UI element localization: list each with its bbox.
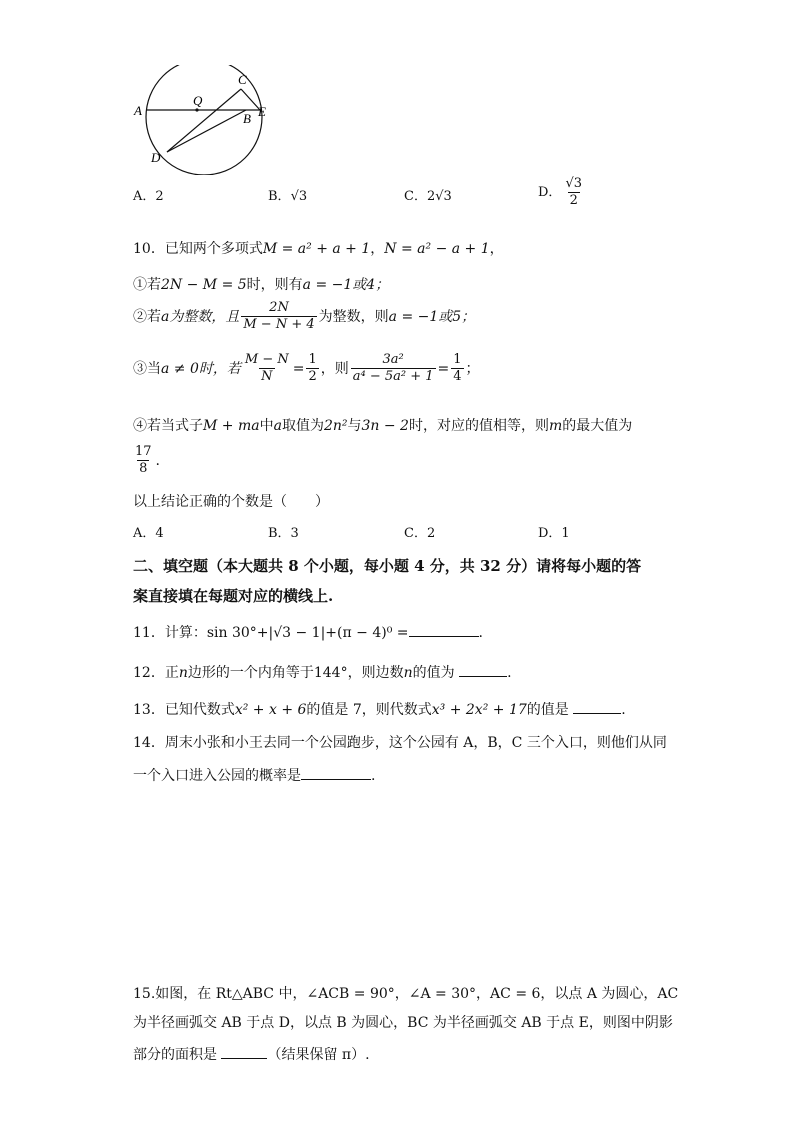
q10-item3-fraction-4 xyxy=(451,352,463,385)
q10-M-expression: M = a² + a + 1 xyxy=(262,241,371,257)
q14-line2 xyxy=(133,765,375,785)
q14-answer-blank[interactable] xyxy=(301,765,371,780)
q10-item3-f2-num: 1 xyxy=(308,352,317,367)
q15-line2 xyxy=(133,1014,673,1032)
q10-item2-c: 为整数，则 xyxy=(318,308,389,325)
q10-item2-b: a为整数，且 xyxy=(161,308,240,325)
q9-option-b xyxy=(268,188,307,206)
q9-option-b-math: √3 xyxy=(290,189,308,204)
q10-stem-text: 10．已知两个多项式 xyxy=(133,241,263,257)
q10-comma: ， xyxy=(370,241,385,257)
q10-item3-c: ，则 xyxy=(320,360,349,377)
q13-b: 的值是 7，则代数式 xyxy=(306,702,432,718)
q10-item3-d: ； xyxy=(465,360,480,377)
q10-item4-h: 的最大值为 xyxy=(562,418,633,434)
q9-option-a-text: A．2 xyxy=(133,189,164,204)
q9-option-d xyxy=(538,176,586,209)
q10-option-a-text: A．4 xyxy=(133,526,164,541)
q10-stem xyxy=(133,240,504,258)
q10-item3-eq: = xyxy=(292,360,305,377)
q9-option-d-fraction xyxy=(563,176,584,209)
q10-item-2 xyxy=(133,300,475,333)
segment-DB xyxy=(167,110,246,152)
q12 xyxy=(133,662,512,682)
q10-item3-a: ③当 xyxy=(133,360,161,377)
section-2-heading-line1 xyxy=(133,556,641,576)
q14-line1 xyxy=(133,734,667,752)
q10-option-b xyxy=(268,525,299,543)
q10-item2-num: 2N xyxy=(269,300,289,315)
q11 xyxy=(133,622,483,642)
q10-conclusion-text: 以上结论正确的个数是（ ） xyxy=(133,494,329,510)
q9-option-d-den: 2 xyxy=(569,193,578,208)
q9-option-c-prefix: C． xyxy=(404,189,427,204)
q10-item1-a: ①若 xyxy=(133,277,161,293)
q15-line3 xyxy=(133,1044,370,1064)
q10-item4-frac-den: 8 xyxy=(139,461,148,476)
section-2-line1-text: 二、填空题（本大题共 8 个小题，每小题 4 分，共 32 分）请将每小题的答 xyxy=(133,557,642,575)
q10-item3-f4-num: 1 xyxy=(453,352,462,367)
q12-b: 边形的一个内角等于 xyxy=(187,665,314,681)
q10-item4-frac-num: 17 xyxy=(135,444,152,459)
q10-option-c-text: C．2 xyxy=(404,526,436,541)
q10-item3-f3-den: a⁴ − 5a² + 1 xyxy=(352,369,434,384)
segment-DC xyxy=(167,89,241,152)
q13-c: 的值是 xyxy=(526,702,569,718)
q10-item4-a: ④若当式子 xyxy=(133,418,203,434)
q10-item3-b: a ≠ 0时，若 xyxy=(161,360,241,377)
q9-option-d-num: √3 xyxy=(565,176,582,191)
q10-item4-d: 取值为 xyxy=(281,418,324,434)
q12-n2: n xyxy=(403,665,413,681)
q10-N-expression: N = a² − a + 1 xyxy=(384,241,490,257)
q10-item4-m2: 2n² xyxy=(323,418,348,434)
q10-item1-b: 时，则有 xyxy=(246,277,303,293)
q12-answer-blank[interactable] xyxy=(459,662,507,677)
q10-item4-g: m xyxy=(548,418,563,434)
q14-line1-text: 14．周末小张和小王去同一个公园跑步，这个公园有 A，B，C 三个入口，则他们从同 xyxy=(133,735,667,751)
q11-suffix: . xyxy=(478,625,483,641)
circle-diagram xyxy=(125,65,285,175)
q15-answer-blank[interactable] xyxy=(221,1044,267,1059)
q10-item4-b: 中 xyxy=(259,418,274,434)
q15-line3-a: 部分的面积是 xyxy=(133,1047,217,1063)
q10-item3-fraction-3 xyxy=(351,352,436,385)
q12-a: 12．正 xyxy=(133,665,179,681)
q10-item3-f2-den: 2 xyxy=(308,369,317,384)
point-Q xyxy=(195,108,198,111)
q10-item3-fraction-1 xyxy=(243,352,291,385)
q12-c: ，则边数 xyxy=(347,665,404,681)
q13-m2: x³ + 2x² + 17 xyxy=(431,702,527,718)
q10-item1-c: a = −1或4； xyxy=(302,277,390,293)
q15-line2-text: 为半径画弧交 AB 于点 D，以点 B 为圆心，BC 为半径画弧交 AB 于点 E，则图中阴影 xyxy=(133,1015,673,1031)
q11-expression: sin 30°+|√3 − 1|+(π − 4)⁰ = xyxy=(206,625,409,641)
q10-item-4-fraction-line xyxy=(131,444,160,477)
q10-item3-fraction-2 xyxy=(306,352,318,385)
q10-item3-f1-num: M − N xyxy=(244,352,289,367)
label-A: A xyxy=(134,103,142,118)
q11-prefix: 11．计算： xyxy=(133,625,207,641)
q10-item-4 xyxy=(133,417,632,435)
q10-item3-f1-den: N xyxy=(261,369,273,384)
q12-end: . xyxy=(507,665,512,681)
q10-item2-a: ②若 xyxy=(133,308,161,325)
q10-option-d-text: D．1 xyxy=(538,526,570,541)
q10-item4-m3: 3n − 2 xyxy=(361,418,409,434)
q9-option-c-math: 2√3 xyxy=(426,189,452,204)
q14-line2-text: 一个入口进入公园的概率是 xyxy=(133,768,301,784)
q10-item4-m1: M + ma xyxy=(203,418,260,434)
q12-n: n xyxy=(178,665,188,681)
label-Q: Q xyxy=(193,93,203,108)
q15-line1 xyxy=(133,985,678,1003)
q10-item-3 xyxy=(133,352,480,385)
q10-option-d xyxy=(538,525,570,543)
q10-item4-f: 时，对应的值相等，则 xyxy=(408,418,549,434)
q10-item3-f3-num: 3a² xyxy=(382,352,404,367)
q10-option-b-text: B．3 xyxy=(268,526,299,541)
q13-a: 13．已知代数式 xyxy=(133,702,235,718)
q10-item2-fraction xyxy=(241,300,316,333)
q10-conclusion xyxy=(133,493,329,511)
label-E: E xyxy=(258,104,266,119)
q15-line3-b: （结果保留 π）. xyxy=(267,1047,370,1063)
q10-item4-e: 与 xyxy=(347,418,362,434)
q10-item1-math: 2N − M = 5 xyxy=(161,277,247,293)
q14-end: . xyxy=(371,768,376,784)
q13-answer-blank[interactable] xyxy=(573,699,621,714)
label-C: C xyxy=(238,72,247,87)
q10-item4-end: . xyxy=(155,452,160,469)
q10-item2-d: a = −1或5； xyxy=(388,308,476,325)
q10-comma-2: ， xyxy=(489,241,504,257)
q10-item4-fraction xyxy=(133,444,154,477)
q13 xyxy=(133,699,626,719)
label-B: B xyxy=(243,111,251,126)
q9-option-a xyxy=(133,188,164,206)
q12-d: 的值为 xyxy=(412,665,455,681)
q10-item3-f4-den: 4 xyxy=(453,369,462,384)
q10-item3-eq-2: = xyxy=(437,360,450,377)
label-D: D xyxy=(151,150,161,165)
q15-line1-text: 15.如图，在 Rt△ABC 中，∠ACB = 90°，∠A = 30°，AC = 6，以点 A 为圆心，AC xyxy=(133,986,679,1002)
q10-option-a xyxy=(133,525,164,543)
q12-deg: 144° xyxy=(313,665,348,681)
section-2-line2-text: 案直接填在每题对应的横线上. xyxy=(133,587,334,605)
q9-option-b-prefix: B． xyxy=(268,189,291,204)
q11-answer-blank[interactable] xyxy=(409,622,479,637)
q13-m1: x² + x + 6 xyxy=(234,702,307,718)
q13-end: . xyxy=(621,702,626,718)
q10-option-c xyxy=(404,525,435,543)
q9-option-c xyxy=(404,188,452,206)
q10-item-1 xyxy=(133,276,389,294)
q10-item4-c: a xyxy=(273,418,282,434)
q10-item2-den: M − N + 4 xyxy=(243,317,315,332)
q9-option-d-prefix: D． xyxy=(538,184,562,200)
section-2-heading-line2 xyxy=(133,586,333,606)
